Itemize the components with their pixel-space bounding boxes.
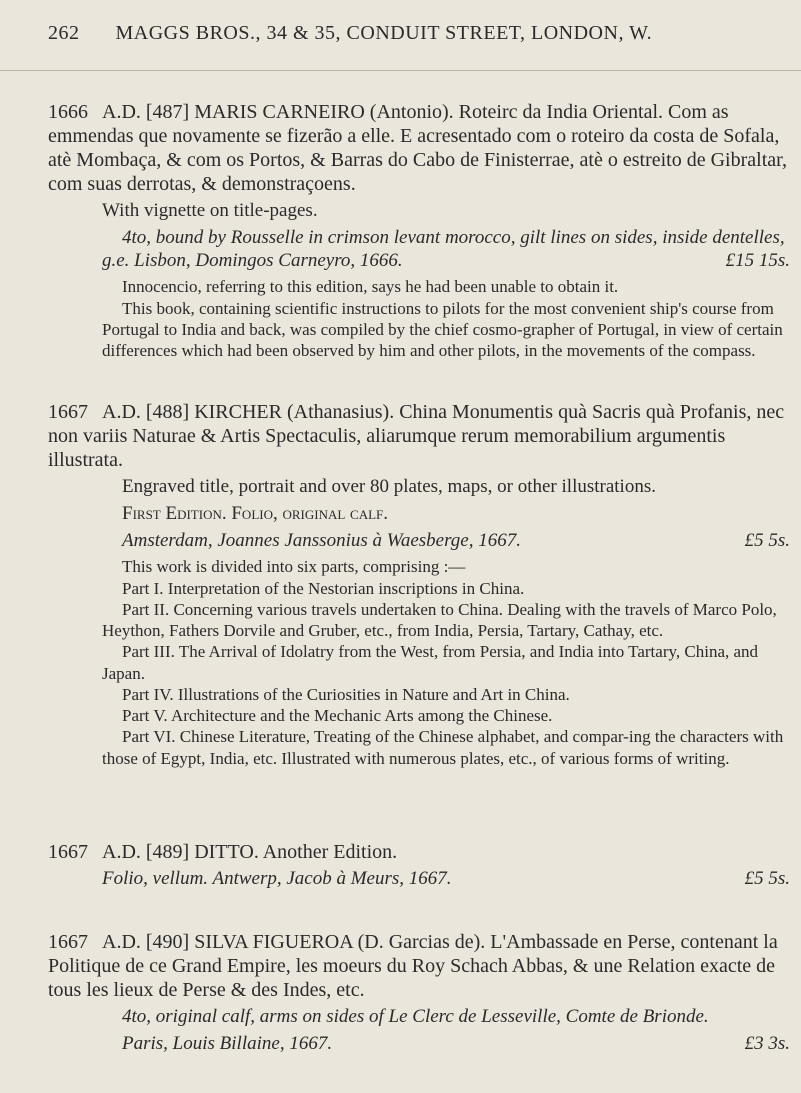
entry-binding bbox=[48, 868, 790, 891]
entry-heading bbox=[48, 930, 790, 1002]
entry-year: 1667 bbox=[48, 931, 88, 953]
catalogue-entry-488 bbox=[48, 400, 790, 769]
entry-note: Innocencio, referring to this edition, says he had been unable to obtain it. bbox=[122, 277, 619, 297]
imprint-text: Paris, Louis Billaine, 1667. bbox=[122, 1032, 333, 1054]
entry-imprint-line bbox=[48, 530, 790, 553]
running-header bbox=[48, 22, 788, 45]
entry-price: £15 15s. bbox=[725, 249, 790, 271]
entry-heading bbox=[48, 100, 790, 196]
entry-note: This work is divided into six parts, comprising :— bbox=[122, 557, 466, 577]
header-rule bbox=[0, 70, 801, 71]
page-number: 262 bbox=[48, 22, 80, 44]
entry-heading bbox=[48, 840, 790, 864]
entry-binding: 4to, original calf, arms on sides of Le Clerc de Lesseville, Comte de Brionde. bbox=[122, 1006, 709, 1027]
entry-imprint-line bbox=[48, 1033, 790, 1056]
entry-heading-text: A.D. [489] DITTO. Another Edition. bbox=[102, 841, 398, 863]
entry-vignette: With vignette on title-pages. bbox=[102, 200, 318, 221]
entry-note: Part IV. Illustrations of the Curiosities in Nature and Art in China. bbox=[122, 684, 570, 704]
entry-year: 1666 bbox=[48, 101, 88, 123]
entry-heading-text: A.D. [488] KIRCHER (Athanasius). China Monumentis quà Sacris quà Profanis, nec non variis Naturae & Artis Spectaculis, aliarumque rerum memorabilium argumentis illustrata. bbox=[48, 401, 785, 471]
entry-price: £5 5s. bbox=[744, 868, 790, 889]
binding-text: Folio, vellum. Antwerp, Jacob à Meurs, 1667. bbox=[102, 868, 452, 889]
entry-price: £3 3s. bbox=[744, 1032, 790, 1054]
imprint-text: Amsterdam, Joannes Janssonius à Waesberge, 1667. bbox=[122, 529, 521, 551]
running-title: MAGGS BROS., 34 & 35, CONDUIT STREET, LONDON, W. bbox=[115, 22, 653, 44]
entry-description: Engraved title, portrait and over 80 plates, maps, or other illustrations. bbox=[122, 476, 656, 497]
binding-text: 4to, bound by Rousselle in crimson levant morocco, gilt lines on sides, inside dentelles, g.e. Lisbon, Domingos Carneyro, 1666. bbox=[102, 226, 785, 271]
entry-year: 1667 bbox=[48, 841, 88, 863]
entry-year: 1667 bbox=[48, 401, 88, 423]
entry-note: This book, containing scientific instructions to pilots for the most convenient ship's course from Portugal to India and back, was compiled by the chief cosmo-grapher of Portugal, in view of certain differences which had been observed by him and other pilots, in the movements of the compass. bbox=[102, 298, 783, 361]
entry-price: £5 5s. bbox=[744, 529, 790, 551]
entry-note: Part II. Concerning various travels undertaken to China. Dealing with the travels of Marco Polo, Heython, Fathers Dorvile and Gruber, etc., from India, Persia, Tartary, Cathay, etc. bbox=[102, 599, 777, 641]
catalogue-entry-489 bbox=[48, 840, 790, 891]
entry-heading-text: A.D. [490] SILVA FIGUEROA (D. Garcias de). L'Ambassade en Perse, contenant la Politique de ce Grand Empire, les moeurs du Roy Schach Abbas, & une Relation exacte de tous les lieux de Perse & des Indes, etc. bbox=[48, 931, 778, 1001]
entry-heading-text: A.D. [487] MARIS CARNEIRO (Antonio). Roteirc da India Oriental. Com as emmendas que novamente se fizerão a elle. E acresentado com o roteiro da costa de Sofala, atè Mombaça, & com os Portos, & Barras do Cabo de Finisterrae, atè o estreito de Gibraltar, com suas derrotas, & demonstraçoens. bbox=[48, 101, 787, 195]
catalogue-entry-490 bbox=[48, 930, 790, 1056]
entry-binding bbox=[48, 227, 790, 273]
entry-note: Part VI. Chinese Literature, Treating of the Chinese alphabet, and compar-ing the characters with those of Egypt, India, etc. Illustrated with numerous plates, etc., of various forms of writing. bbox=[102, 727, 784, 768]
entry-note: Part I. Interpretation of the Nestorian inscriptions in China. bbox=[122, 578, 525, 598]
entry-note: Part V. Architecture and the Mechanic Arts among the Chinese. bbox=[122, 706, 553, 726]
entry-edition: First Edition. Folio, original calf. bbox=[122, 502, 389, 524]
entry-note: Part III. The Arrival of Idolatry from the West, from Persia, and India into Tartary, China, and Japan. bbox=[102, 642, 759, 683]
entry-heading bbox=[48, 400, 790, 472]
catalogue-entry-487 bbox=[48, 100, 790, 361]
